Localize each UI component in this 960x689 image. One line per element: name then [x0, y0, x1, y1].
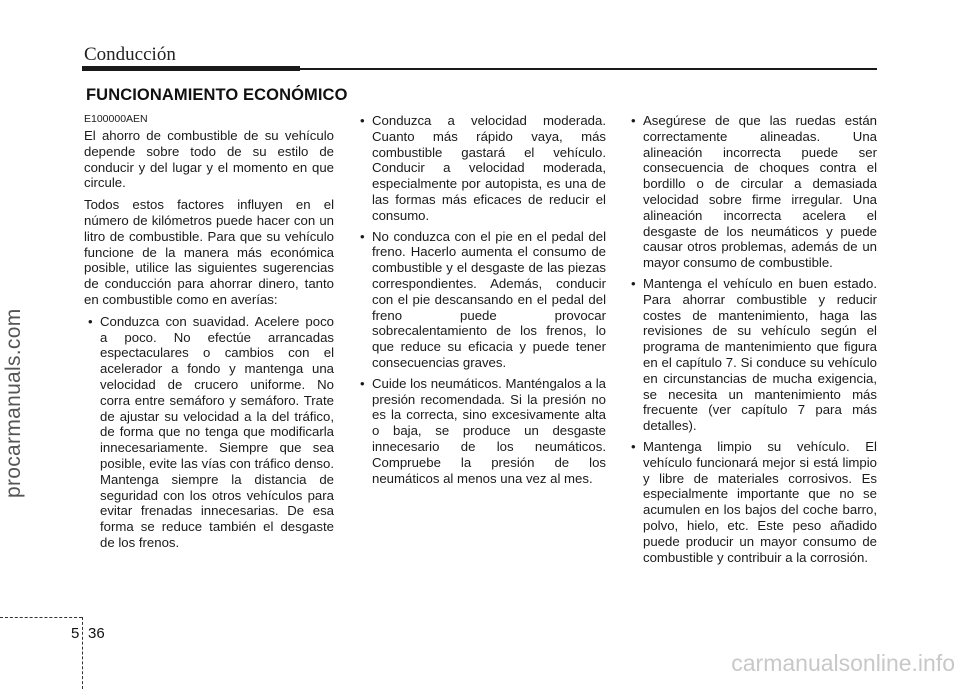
- bullet-item: • Conduzca a velocidad moderada. Cuanto más rápido vaya, más combustible gastará el vehículo. Conducir a velocidad moderada, especialmente por autopista, es una de las formas más eficaces de reducir el consumo.: [356, 113, 606, 224]
- chapter-title: Conducción: [84, 44, 176, 65]
- column-3: [627, 113, 877, 570]
- paragraph: El ahorro de combustible de su vehículo depende sobre todo de su estilo de conducir y del lugar y el momento en que circule.: [84, 128, 334, 191]
- header-rule-thin: [300, 68, 877, 70]
- chapter-number: 5: [71, 625, 80, 642]
- bullet-item: • Cuide los neumáticos. Manténgalos a la presión recomendada. Si la presión no es la correcta, sino excesivamente alta o baja, se produce un desgaste innecesario de los neumáticos. Compruebe la presión de los neumáticos al menos una vez al mes.: [356, 376, 606, 487]
- bullet-item: • Mantenga limpio su vehículo. El vehículo funcionará mejor si está limpio y libre de materiales corrosivos. Es especialmente importante que no se acumulen en los bajos del coche barro, polvo, hielo, etc. Este peso añadido puede producir un mayor consumo de combustible y contribuir a la corrosión.: [627, 439, 877, 565]
- bullet-item: • No conduzca con el pie en el pedal del freno. Hacerlo aumenta el consumo de combustible y el desgaste de las piezas correspondientes. Además, conducir con el pie descansando en el pedal del freno puede provocar sobrecalentamiento de los frenos, lo que reduce su eficacia y puede tener consecuencias graves.: [356, 229, 606, 371]
- bullet-list: [627, 113, 877, 565]
- column-1: [84, 113, 334, 556]
- watermark-bottom: carmanualsonline.info: [731, 650, 955, 676]
- header-rule-thick: [82, 66, 300, 71]
- bullet-list: [84, 314, 334, 551]
- section-code: E100000AEN: [84, 113, 148, 125]
- paragraph: Todos estos factores influyen en el número de kilómetros puede hacer con un litro de combustible. Para que su vehículo funcione de la manera más económica posible, utilice las siguientes sugerencias de conducción para ahorrar dinero, tanto en combustible como en averías:: [84, 197, 334, 307]
- bullet-item: • Conduzca con suavidad. Acelere poco a poco. No efectúe arrancadas espectaculares o cambios con el acelerador a fondo y mantenga una velocidad de crucero uniforme. No corra entre semáforo y semáforo. Trate de ajustar su velocidad a la del tráfico, de forma que no tenga que modificarla innecesariamente. Siempre que sea posible, evite las vías con tráfico denso. Mantenga siempre la distancia de seguridad con los otros vehículos para evitar frenadas innecesarias. De esa forma se reduce también el desgaste de los frenos.: [84, 314, 334, 551]
- bullet-list: [356, 113, 606, 486]
- footer-hline: [0, 617, 82, 618]
- section-heading: FUNCIONAMIENTO ECONÓMICO: [86, 86, 348, 104]
- column-2: [356, 113, 606, 491]
- bullet-item: • Mantenga el vehículo en buen estado. Para ahorrar combustible y reducir costes de mantenimiento, haga las revisiones de su vehículo según el programa de mantenimiento que figura en el capítulo 7. Si conduce su vehículo en circunstancias de mucha exigencia, se necesita un mantenimiento más frecuente (ver capítulo 7 para más detalles).: [627, 276, 877, 434]
- footer-vline: [82, 617, 84, 689]
- watermark-side: procarmanuals.com: [2, 308, 25, 498]
- page-number: 36: [88, 625, 105, 642]
- bullet-item: • Asegúrese de que las ruedas están correctamente alineadas. Una alineación incorrecta puede ser consecuencia de choques contra el bordillo o de circular a demasiada velocidad sobre firme irregular. Una alineación incorrecta acelera el desgaste de los neumáticos y puede causar otros problemas, además de un mayor consumo de combustible.: [627, 113, 877, 271]
